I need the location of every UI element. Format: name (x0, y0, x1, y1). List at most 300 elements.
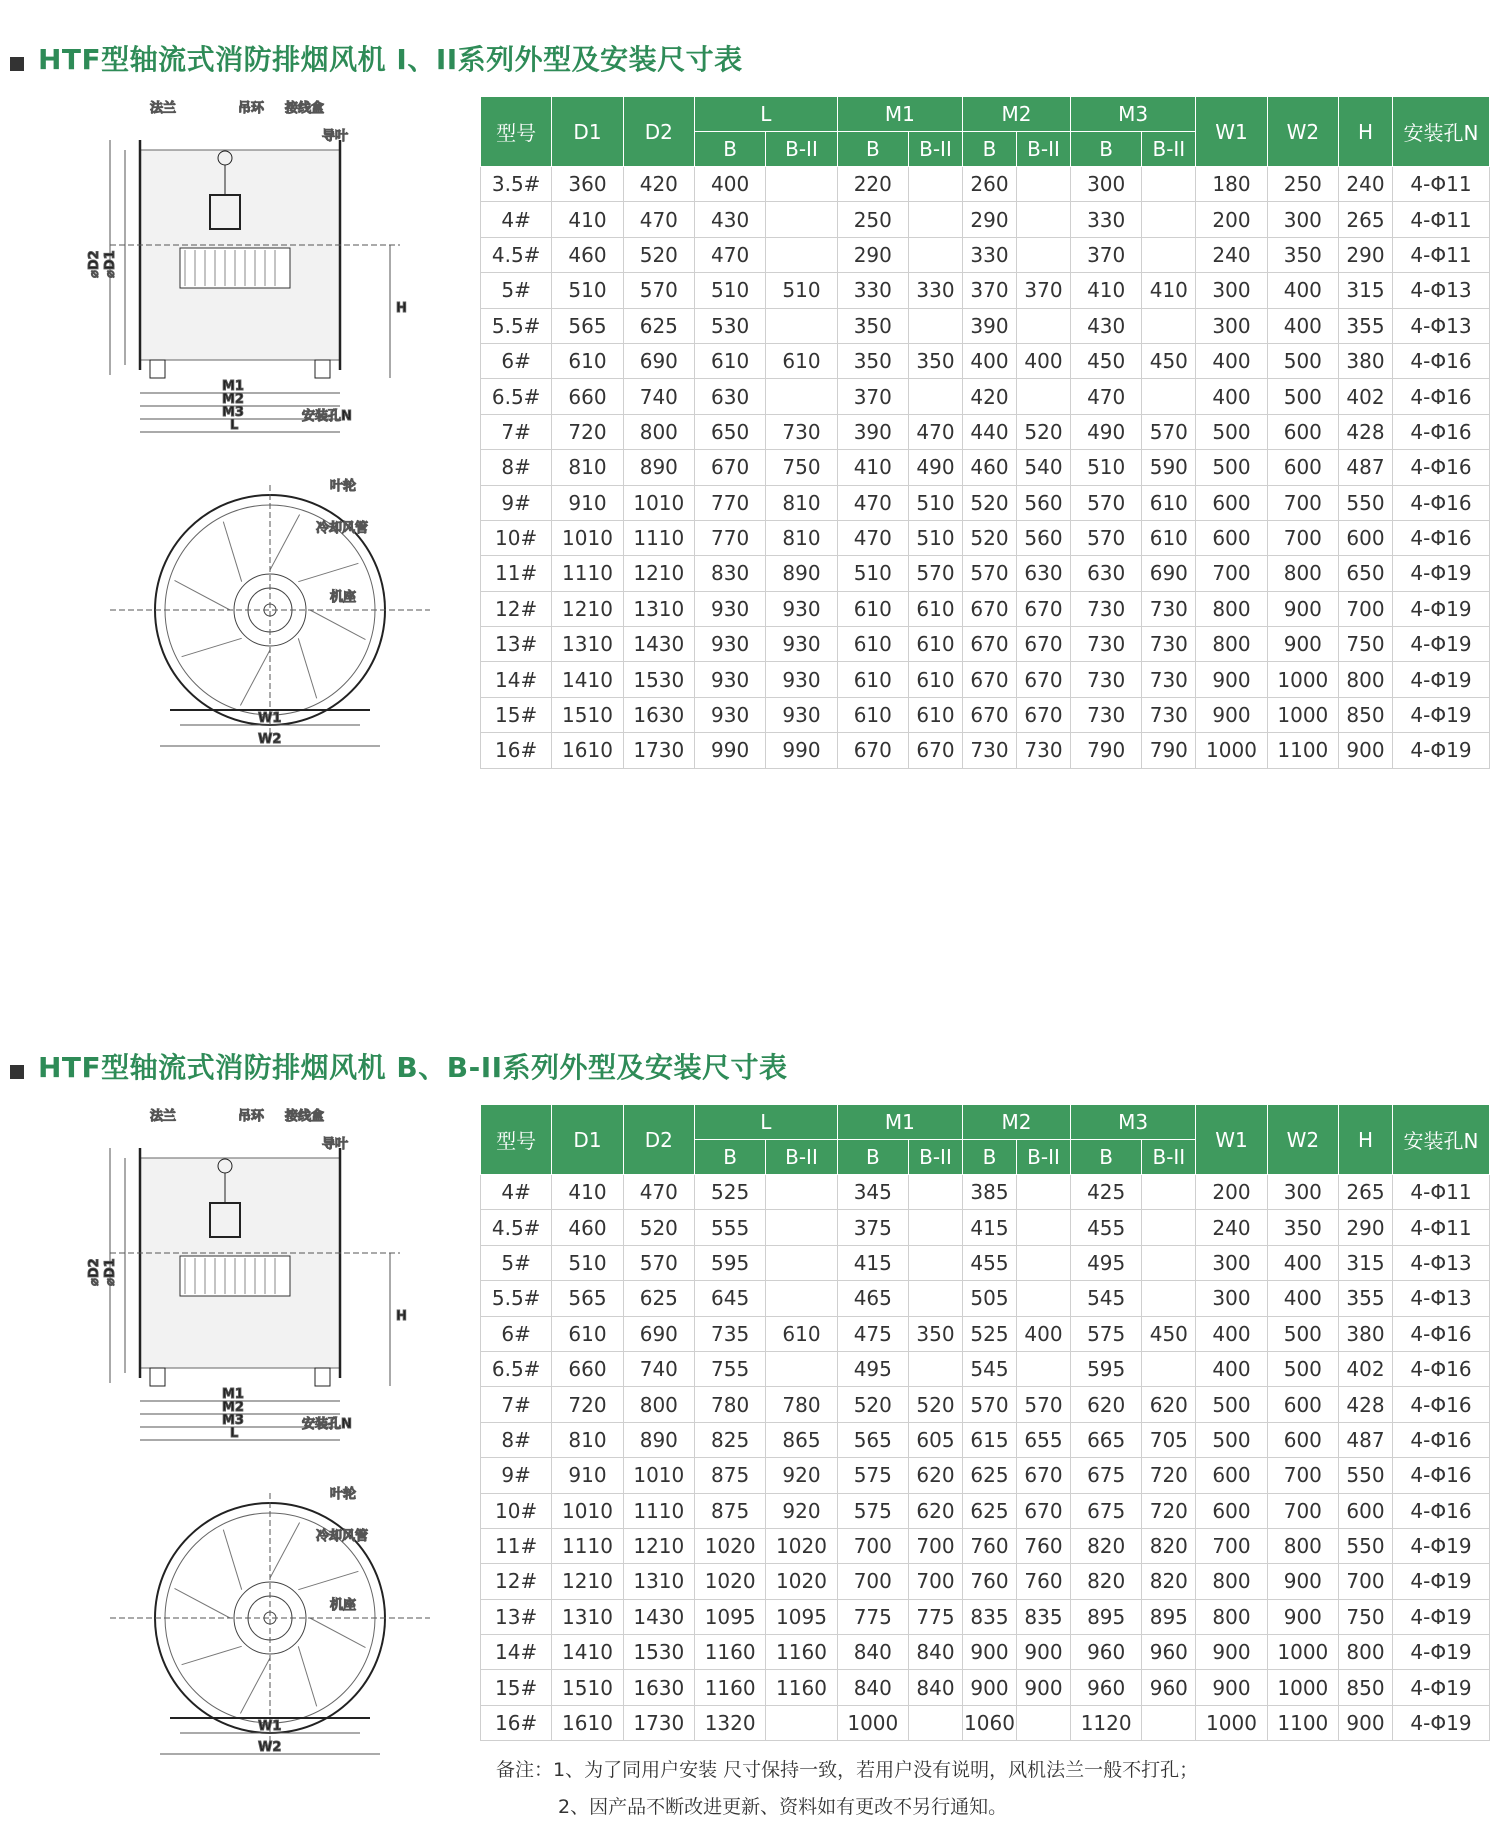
table-cell: 370 (962, 273, 1016, 308)
table-cell: 550 (1339, 485, 1393, 520)
table-cell: 620 (1071, 1387, 1142, 1422)
table-cell (908, 237, 962, 272)
table-cell (766, 308, 837, 343)
table-cell: 560 (1016, 485, 1070, 520)
table-cell: 610 (837, 627, 908, 662)
table-cell: 4-Φ16 (1393, 450, 1490, 485)
table-cell: 4-Φ13 (1393, 308, 1490, 343)
table-cell: 355 (1339, 308, 1393, 343)
note-line-2: 2、因产品不断改进更新、资料如有更改不另行通知。 (558, 1796, 1008, 1818)
table-cell: 520 (623, 1210, 694, 1245)
table-cell (766, 167, 837, 202)
table-cell: 690 (1142, 556, 1196, 591)
table-cell: 760 (1016, 1528, 1070, 1563)
impeller-blade (240, 650, 270, 706)
table-cell: 4-Φ16 (1393, 1316, 1490, 1351)
table-cell (1142, 1281, 1196, 1316)
table-cell: 800 (623, 414, 694, 449)
table-cell (1142, 1705, 1196, 1740)
sub-header-b: B (694, 1140, 765, 1175)
table-cell: 15# (481, 697, 552, 732)
table-cell (1016, 1281, 1070, 1316)
table-cell: 6# (481, 1316, 552, 1351)
table-cell: 675 (1071, 1458, 1142, 1493)
table-cell: 6# (481, 343, 552, 378)
table-cell: 610 (1142, 485, 1196, 520)
impeller-blade (240, 1658, 270, 1714)
table-cell: 1430 (623, 1599, 694, 1634)
table-cell: 370 (1071, 237, 1142, 272)
foot-right (315, 360, 330, 378)
col-header-l: L (694, 97, 837, 132)
table-cell: 700 (837, 1564, 908, 1599)
impeller-blade (223, 522, 241, 582)
table-cell: 930 (694, 627, 765, 662)
table-cell: 380 (1339, 343, 1393, 378)
table-cell: 610 (908, 591, 962, 626)
table-cell: 9# (481, 485, 552, 520)
table-cell (1016, 379, 1070, 414)
table-cell: 625 (623, 308, 694, 343)
sub-header-b: B (1071, 1140, 1142, 1175)
table-cell: 570 (623, 273, 694, 308)
impeller-blade (223, 1530, 241, 1590)
table-cell: 570 (908, 556, 962, 591)
table-cell: 700 (1267, 520, 1338, 555)
table-cell (908, 202, 962, 237)
table-cell: 630 (1071, 556, 1142, 591)
table-cell: 390 (962, 308, 1016, 343)
table-cell: 670 (1016, 1458, 1070, 1493)
fan-drawing (87, 90, 450, 770)
table-cell (766, 1245, 837, 1280)
table-cell: 565 (837, 1422, 908, 1457)
sub-header-b: B (1071, 132, 1142, 167)
table-cell: 900 (962, 1635, 1016, 1670)
table-cell: 800 (623, 1387, 694, 1422)
table-cell: 570 (623, 1245, 694, 1280)
table-cell: 510 (694, 273, 765, 308)
table-cell: 850 (1339, 1670, 1393, 1705)
table-cell: 1100 (1267, 1705, 1338, 1740)
table-cell: 495 (1071, 1245, 1142, 1280)
table-cell: 265 (1339, 1175, 1393, 1210)
table-cell: 13# (481, 1599, 552, 1634)
table-cell: 1095 (694, 1599, 765, 1634)
table-cell: 610 (837, 591, 908, 626)
table-cell: 700 (908, 1564, 962, 1599)
table-cell: 290 (962, 202, 1016, 237)
table-cell: 410 (552, 202, 623, 237)
table-cell: 810 (766, 520, 837, 555)
table-cell: 4-Φ11 (1393, 1210, 1490, 1245)
sub-header-b: B (962, 1140, 1016, 1175)
table-cell: 610 (908, 627, 962, 662)
table-cell: 4-Φ16 (1393, 343, 1490, 378)
col-header-d1: D1 (552, 1105, 623, 1175)
diagram-label-m3: M3 (222, 405, 244, 420)
table-cell (1016, 202, 1070, 237)
table-cell: 1000 (1267, 697, 1338, 732)
table-cell: 4-Φ16 (1393, 485, 1490, 520)
table-cell: 800 (1196, 591, 1267, 626)
table-cell: 700 (837, 1528, 908, 1563)
table-cell: 1310 (623, 1564, 694, 1599)
table-cell: 900 (1267, 627, 1338, 662)
table-cell: 505 (962, 1281, 1016, 1316)
table-cell: 415 (962, 1210, 1016, 1245)
table-cell: 11# (481, 1528, 552, 1563)
table-cell: 1000 (1196, 1705, 1267, 1740)
diagram-label-impeller: 叶轮 (330, 479, 357, 494)
note-line-1: 备注：1、为了同用户安装 尺寸保持一致，若用户没有说明，风机法兰一般不打孔； (496, 1759, 1199, 1781)
table-cell: 1210 (552, 591, 623, 626)
table-cell: 755 (694, 1351, 765, 1386)
table-cell: 450 (1071, 343, 1142, 378)
table-cell: 520 (1016, 414, 1070, 449)
table-cell (1016, 237, 1070, 272)
table-cell: 490 (1071, 414, 1142, 449)
table-cell: 420 (962, 379, 1016, 414)
table-cell: 960 (1071, 1635, 1142, 1670)
table-cell: 900 (1196, 662, 1267, 697)
table-cell: 460 (962, 450, 1016, 485)
spec-table (480, 1104, 1490, 1741)
table-cell: 1210 (623, 1528, 694, 1563)
table-cell: 1730 (623, 733, 694, 768)
table-cell: 990 (766, 733, 837, 768)
diagram-label-box: 接线盒 (285, 101, 325, 116)
table-cell: 590 (1142, 450, 1196, 485)
table-cell: 990 (694, 733, 765, 768)
table-cell: 730 (1016, 733, 1070, 768)
table-cell: 4-Φ16 (1393, 414, 1490, 449)
fan-drawing (87, 1098, 450, 1778)
table-cell: 4-Φ19 (1393, 591, 1490, 626)
table-cell: 570 (1142, 414, 1196, 449)
diagram-label-flange: 法兰 (150, 101, 177, 116)
table-cell: 1160 (694, 1635, 765, 1670)
table-cell: 330 (908, 273, 962, 308)
table-cell: 4-Φ16 (1393, 1422, 1490, 1457)
col-header-m1: M1 (837, 97, 962, 132)
table-cell: 7# (481, 414, 552, 449)
table-cell: 740 (623, 1351, 694, 1386)
table-cell: 4# (481, 202, 552, 237)
table-cell: 350 (1267, 1210, 1338, 1245)
table-cell: 400 (1267, 1245, 1338, 1280)
foot-left (150, 1368, 165, 1386)
table-row (481, 1635, 1490, 1670)
table-cell: 690 (623, 1316, 694, 1351)
table-cell: 4-Φ16 (1393, 1387, 1490, 1422)
table-cell: 465 (837, 1281, 908, 1316)
table-cell: 865 (766, 1422, 837, 1457)
table-cell: 630 (694, 379, 765, 414)
table-cell: 600 (1196, 1493, 1267, 1528)
col-header-w1: W1 (1196, 97, 1267, 167)
table-cell: 700 (1339, 1564, 1393, 1599)
diagram-label-box: 接线盒 (285, 1109, 325, 1124)
table-cell: 510 (552, 1245, 623, 1280)
table-cell: 1010 (552, 1493, 623, 1528)
impeller-blade (298, 563, 358, 581)
table-cell: 530 (694, 308, 765, 343)
table-cell: 470 (837, 485, 908, 520)
table-cell: 730 (1071, 697, 1142, 732)
sub-header-b2: B-II (1142, 132, 1196, 167)
table-cell: 1160 (766, 1635, 837, 1670)
table-cell: 700 (1196, 1528, 1267, 1563)
table-cell: 835 (962, 1599, 1016, 1634)
foot-left (150, 360, 165, 378)
table-cell: 1410 (552, 1635, 623, 1670)
table-cell: 250 (1267, 167, 1338, 202)
table-cell: 820 (1071, 1564, 1142, 1599)
table-cell (1016, 308, 1070, 343)
table-cell: 610 (908, 662, 962, 697)
table-cell: 4-Φ13 (1393, 1281, 1490, 1316)
table-cell: 900 (1016, 1635, 1070, 1670)
table-cell (908, 379, 962, 414)
table-cell: 625 (962, 1493, 1016, 1528)
table-cell: 400 (1267, 1281, 1338, 1316)
table-cell: 8# (481, 1422, 552, 1457)
table-cell: 705 (1142, 1422, 1196, 1457)
table-cell: 575 (1071, 1316, 1142, 1351)
table-cell: 910 (552, 1458, 623, 1493)
table-cell: 600 (1267, 450, 1338, 485)
table-row (481, 1528, 1490, 1563)
table-cell: 620 (908, 1493, 962, 1528)
table-cell: 510 (908, 520, 962, 555)
table-cell: 730 (1142, 627, 1196, 662)
table-cell: 1010 (623, 1458, 694, 1493)
table-cell: 4-Φ19 (1393, 697, 1490, 732)
table-cell: 1610 (552, 1705, 623, 1740)
col-header-m1: M1 (837, 1105, 962, 1140)
table-cell: 790 (1071, 733, 1142, 768)
diagram-label-m1: M1 (222, 379, 244, 394)
diagram-label-vane: 导叶 (322, 1137, 349, 1152)
table-cell: 895 (1142, 1599, 1196, 1634)
table-cell: 470 (908, 414, 962, 449)
table-cell: 790 (1142, 733, 1196, 768)
table-cell: 370 (837, 379, 908, 414)
table-cell: 600 (1196, 520, 1267, 555)
table-cell: 16# (481, 1705, 552, 1740)
diagram-label-l: L (230, 418, 239, 433)
table-cell: 1510 (552, 697, 623, 732)
table-cell: 14# (481, 662, 552, 697)
table-cell: 720 (1142, 1458, 1196, 1493)
sub-header-b: B (837, 132, 908, 167)
table-cell: 1510 (552, 1670, 623, 1705)
table-cell: 345 (837, 1175, 908, 1210)
table-cell: 375 (837, 1210, 908, 1245)
table-row (481, 591, 1490, 626)
table-cell (1142, 202, 1196, 237)
table-cell: 930 (694, 697, 765, 732)
table-row (481, 1564, 1490, 1599)
impeller-blade (175, 580, 231, 610)
table-cell: 875 (694, 1493, 765, 1528)
table-cell: 450 (1142, 343, 1196, 378)
table-cell: 900 (1267, 1599, 1338, 1634)
table-cell: 4-Φ19 (1393, 1599, 1490, 1634)
table-cell: 575 (837, 1458, 908, 1493)
table-cell: 605 (908, 1422, 962, 1457)
table-cell: 315 (1339, 273, 1393, 308)
table-cell: 760 (962, 1564, 1016, 1599)
table-cell: 500 (1196, 1422, 1267, 1457)
table-cell: 330 (837, 273, 908, 308)
col-header-d2: D2 (623, 97, 694, 167)
table-cell: 820 (1142, 1564, 1196, 1599)
section-title: HTF型轴流式消防排烟风机 B、B-II系列外型及安装尺寸表 (10, 1046, 788, 1086)
col-header-h: H (1339, 1105, 1393, 1175)
diagram-label-cooling: 冷却风管 (316, 1529, 369, 1544)
table-cell: 510 (766, 273, 837, 308)
table-cell: 600 (1267, 1422, 1338, 1457)
table-cell (1016, 1175, 1070, 1210)
table-cell: 402 (1339, 1351, 1393, 1386)
table-cell: 670 (1016, 1493, 1070, 1528)
table-cell: 330 (1071, 202, 1142, 237)
table-cell: 4-Φ19 (1393, 627, 1490, 662)
diagram-label-h: H (396, 301, 407, 316)
table-cell: 4-Φ16 (1393, 1493, 1490, 1528)
table-row (481, 1210, 1490, 1245)
impeller-blade (310, 1618, 366, 1648)
table-cell (1016, 1245, 1070, 1280)
table-cell: 555 (694, 1210, 765, 1245)
table-cell: 910 (552, 485, 623, 520)
table-cell: 660 (552, 379, 623, 414)
table-cell: 4-Φ19 (1393, 1670, 1490, 1705)
col-header-d1: D1 (552, 97, 623, 167)
table-row (481, 1493, 1490, 1528)
table-cell: 615 (962, 1422, 1016, 1457)
sub-header-b2: B-II (1142, 1140, 1196, 1175)
table-cell: 1110 (552, 556, 623, 591)
table-cell: 760 (1016, 1564, 1070, 1599)
table-cell (1016, 1705, 1070, 1740)
table-cell: 250 (837, 202, 908, 237)
table-cell: 400 (694, 167, 765, 202)
table-cell: 385 (962, 1175, 1016, 1210)
col-header-w2: W2 (1267, 97, 1338, 167)
table-cell (766, 202, 837, 237)
diagram-label-ring: 吊环 (238, 1109, 265, 1124)
section-title: HTF型轴流式消防排烟风机 I、II系列外型及安装尺寸表 (10, 38, 743, 78)
table-cell: 750 (766, 450, 837, 485)
table-cell: 470 (623, 1175, 694, 1210)
table-cell: 875 (694, 1458, 765, 1493)
table-cell: 700 (1196, 556, 1267, 591)
diagram-label-m2: M2 (222, 1400, 244, 1415)
table-cell (1142, 237, 1196, 272)
table-cell: 570 (1071, 485, 1142, 520)
table-cell (766, 237, 837, 272)
table-cell: 675 (1071, 1493, 1142, 1528)
table-cell: 665 (1071, 1422, 1142, 1457)
table-cell: 525 (694, 1175, 765, 1210)
table-cell: 670 (962, 662, 1016, 697)
table-cell: 770 (694, 520, 765, 555)
table-cell: 730 (1142, 662, 1196, 697)
table-cell: 1060 (962, 1705, 1016, 1740)
table-cell: 500 (1196, 450, 1267, 485)
table-cell: 490 (908, 450, 962, 485)
table-cell: 1000 (1267, 1635, 1338, 1670)
col-header-m3: M3 (1071, 1105, 1196, 1140)
table-cell: 510 (908, 485, 962, 520)
diagram-label-m2: M2 (222, 392, 244, 407)
table-cell: 400 (1196, 1351, 1267, 1386)
col-header-model: 型号 (481, 97, 552, 167)
table-cell: 1210 (552, 1564, 623, 1599)
table-cell: 735 (694, 1316, 765, 1351)
table-cell (766, 379, 837, 414)
impeller-blade (182, 638, 242, 656)
table-cell: 595 (1071, 1351, 1142, 1386)
sub-header-b: B (962, 132, 1016, 167)
diagram-label-cooling: 冷却风管 (316, 521, 369, 536)
table-cell: 410 (552, 1175, 623, 1210)
table-cell: 775 (837, 1599, 908, 1634)
table-cell: 460 (552, 1210, 623, 1245)
table-row (481, 733, 1490, 768)
table-cell: 355 (1339, 1281, 1393, 1316)
col-header-m3: M3 (1071, 97, 1196, 132)
table-cell (908, 1281, 962, 1316)
table-cell: 540 (1016, 450, 1070, 485)
table-cell: 930 (766, 697, 837, 732)
table-cell: 9# (481, 1458, 552, 1493)
table-row (481, 1670, 1490, 1705)
sub-header-b2: B-II (908, 132, 962, 167)
table-cell: 1020 (694, 1564, 765, 1599)
table-cell: 455 (962, 1245, 1016, 1280)
sub-header-b2: B-II (908, 1140, 962, 1175)
table-cell: 260 (962, 167, 1016, 202)
table-cell: 350 (908, 1316, 962, 1351)
table-row (481, 308, 1490, 343)
table-cell: 1310 (623, 591, 694, 626)
table-cell: 730 (1142, 591, 1196, 626)
table-cell: 3.5# (481, 167, 552, 202)
table-cell: 470 (1071, 379, 1142, 414)
table-cell: 1120 (1071, 1705, 1142, 1740)
table-cell: 560 (1016, 520, 1070, 555)
diagram-label-d2: ⌀D2 (87, 1258, 102, 1286)
table-cell: 350 (837, 308, 908, 343)
impeller-blade (270, 515, 300, 571)
table-cell: 1000 (1267, 1670, 1338, 1705)
table-cell: 4-Φ19 (1393, 1564, 1490, 1599)
foot-right (315, 1368, 330, 1386)
table-cell: 570 (962, 556, 1016, 591)
col-header-m2: M2 (962, 97, 1070, 132)
table-cell: 425 (1071, 1175, 1142, 1210)
table-cell: 700 (1267, 485, 1338, 520)
table-cell: 350 (908, 343, 962, 378)
diagram-label-w2: W2 (258, 1740, 282, 1755)
table-cell: 430 (694, 202, 765, 237)
table-cell: 900 (1267, 591, 1338, 626)
table-cell: 565 (552, 308, 623, 343)
